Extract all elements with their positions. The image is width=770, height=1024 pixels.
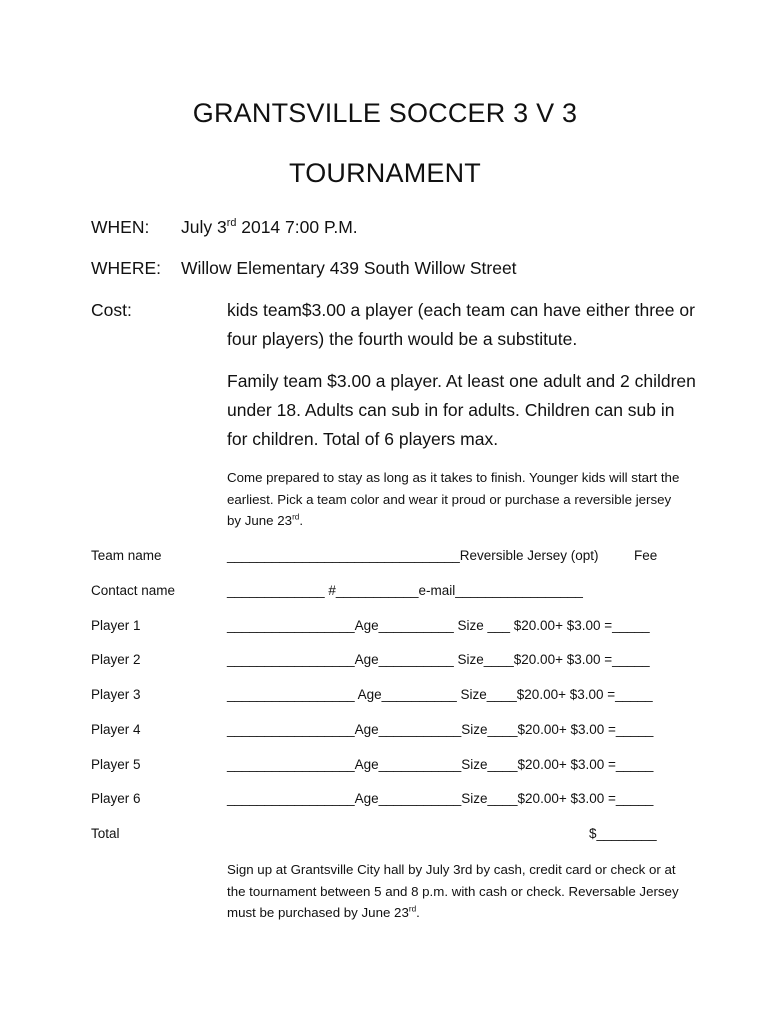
- when-value-sup: rd: [226, 217, 237, 230]
- when-value-rest: 2014 7:00 P.M.: [236, 217, 358, 237]
- player-label: Player 1: [91, 618, 141, 633]
- team-name-label: Team name: [91, 548, 162, 563]
- preparation-note-end: .: [299, 513, 304, 528]
- player-label: Player 2: [91, 652, 141, 667]
- signup-note: [227, 859, 682, 924]
- signup-note-end: .: [416, 905, 420, 920]
- total-field[interactable]: $________: [589, 826, 657, 841]
- signup-note-main: Sign up at Grantsville City hall by July 3rd by cash, credit card or check or at the tournament between 5 and 8 p.m. with cash or check. Reversable Jersey must be purchased by June 23: [227, 862, 679, 920]
- player-entry-line[interactable]: _________________Age___________Size____$20.00+ $3.00 =_____: [227, 722, 654, 737]
- title-line-1: GRANTSVILLE SOCCER 3 V 3: [192, 98, 578, 128]
- signup-note-sup: rd: [408, 904, 417, 914]
- kids-team-text: kids team$3.00 a player (each team can have either three or four players) the fourth would be a substitute.: [227, 300, 695, 349]
- preparation-note-sup: rd: [292, 512, 300, 522]
- total-label: Total: [91, 826, 120, 841]
- player-label: Player 3: [91, 687, 141, 702]
- player-entry-line[interactable]: _________________ Age__________ Size____$20.00+ $3.00 =_____: [227, 687, 653, 702]
- player-label: Player 6: [91, 791, 141, 806]
- fee-header: Fee: [634, 548, 658, 563]
- when-label: WHEN:: [91, 217, 150, 237]
- where-label: WHERE:: [91, 258, 161, 278]
- contact-fields[interactable]: _____________ #___________e-mail_________________: [227, 583, 583, 598]
- contact-name-label: Contact name: [91, 583, 176, 598]
- player-entry-line[interactable]: _________________Age___________Size____$20.00+ $3.00 =_____: [227, 791, 654, 806]
- player-label: Player 4: [91, 722, 141, 737]
- player-entry-line[interactable]: _________________Age__________ Size____$20.00+ $3.00 =_____: [227, 652, 650, 667]
- player-entry-line[interactable]: _________________Age__________ Size ___ $20.00+ $3.00 =_____: [227, 618, 650, 633]
- team-name-field[interactable]: _______________________________Reversible Jersey (opt): [227, 548, 599, 563]
- when-value: [181, 217, 358, 238]
- cost-label: Cost:: [91, 300, 132, 320]
- where-value: Willow Elementary 439 South Willow Street: [181, 258, 517, 278]
- family-team-text: Family team $3.00 a player. At least one adult and 2 children under 18. Adults can sub in for adults. Children can sub in for children. Total of 6 players max.: [227, 371, 696, 449]
- title-line-2: TOURNAMENT: [288, 158, 481, 188]
- player-label: Player 5: [91, 757, 141, 772]
- preparation-note-main: Come prepared to stay as long as it takes to finish. Younger kids will start the earliest. Pick a team color and wear it proud or purchase a reversible jersey by June 23: [227, 470, 680, 528]
- player-entry-line[interactable]: _________________Age___________Size____$20.00+ $3.00 =_____: [227, 757, 654, 772]
- when-value-main: July 3: [181, 217, 227, 237]
- preparation-note: [227, 467, 687, 532]
